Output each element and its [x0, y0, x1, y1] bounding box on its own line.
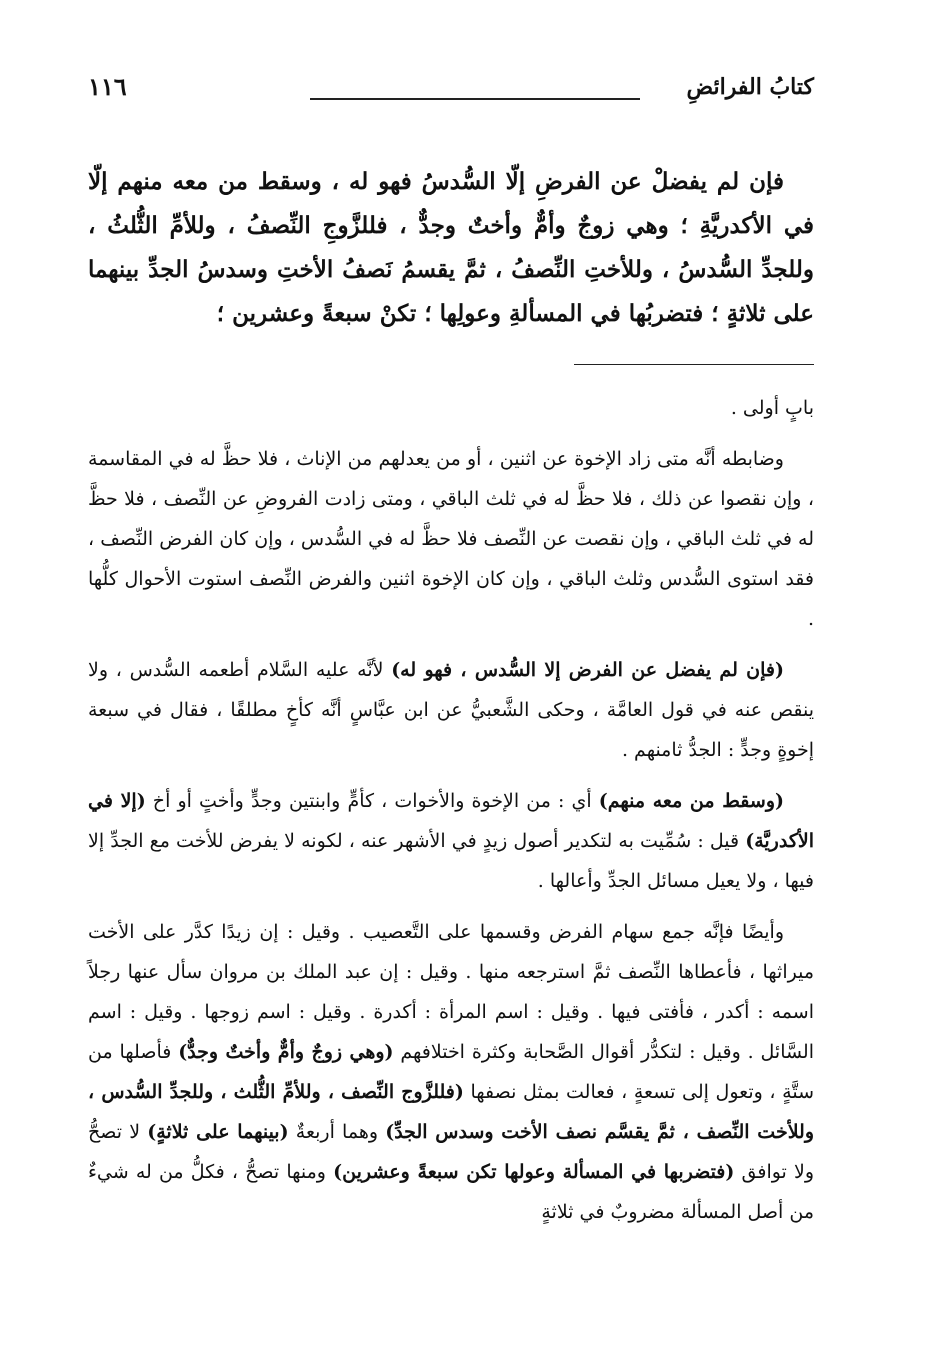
quoted-matn: (وسقط من معه منهم) — [598, 790, 784, 812]
quoted-matn: (فإن لم يفضل عن الفرض إلا السُّدس ، فهو له) — [391, 659, 784, 681]
matn-paragraph: فإن لم يفضلْ عن الفرضِ إلّا السُّدسُ فهو له ، وسقط من معه منهم إلّا في الأكدريَّةِ ؛ وهي زوجٌ وأمٌّ وأختٌ وجدٌّ ، فللزَّوجِ النِّصفُ ، وللأمِّ الثُّلثُ ، وللجدِّ السُّدسُ ، وللأختِ النِّصفُ ، ثمَّ يقسمُ نَصفُ الأختِ وسدسُ الجدِّ بينهما على ثلاثةٍ ؛ فتضربُها في المسألةِ وعولِها ؛ تكنْ سبعةً وعشرين ؛ — [88, 168, 814, 327]
header-rule — [310, 98, 640, 100]
commentary-text: فأصلها من ستَّةٍ ، وتعول إلى تسعةٍ ، فعالت بمثل نصفها — [88, 1041, 814, 1103]
footnote-separator — [574, 364, 814, 365]
quoted-matn: (إلا في الأكدريَّة) — [88, 790, 814, 852]
commentary-text: لأنَّه عليه السَّلام أطعمه السُّدس ، ولا ينقص عنه في قول العامَّة ، وحكى الشَّعبيُّ عن ابن عبَّاسٍ أنَّه كأخٍ مطلقًا ، فقال في سبعة إخوةٍ وجدٍّ : الجدُّ ثامنهم . — [88, 659, 814, 761]
commentary-paragraph-2: وضابطه أنَّه متى زاد الإخوة عن اثنين ، أو من يعدلهم من الإناث ، فلا حظَّ له في المقاسمة ، وإن نقصوا عن ذلك ، فلا حظَّ له في ثلث الباقي ، ومتى زادت الفروضِ عن النِّصف ، فلا حظَّ له في ثلث الباقي ، وإن نقصت عن النِّصف فلا حظَّ له في السُّدس ، وإن كان الفرض النِّصف ، فقد استوى السُّدس وثلث الباقي ، وإن كان الإخوة اثنين والفرض النِّصف استوت الأحوال كلُّها . — [88, 448, 814, 630]
commentary-paragraph-3 — [88, 650, 814, 770]
quoted-matn: (فللزَّوج النِّصف ، وللأمِّ الثُّلث ، وللجدِّ السُّدس ، وللأخت النِّصف ، ثمَّ يقسَّم نصف الأخت وسدس الجدِّ) — [88, 1081, 815, 1143]
page-header — [88, 72, 814, 112]
matn-text-block — [88, 160, 814, 336]
commentary-text: قيل : سُمِّيت به لتكدير أصول زيدٍ في الأشهر عنه ، لكونه لا يفرض للأخت مع الجدِّ إلا فيها ، ولا يعيل مسائل الجدِّ وأعالها . — [88, 830, 814, 892]
commentary-text: أي : من الإخوة والأخوات ، كأمٍّ وابنتين وجدٍّ وأختٍ أو أخ — [145, 790, 599, 812]
commentary-block — [88, 388, 814, 1243]
quoted-matn: (فتضربها في المسألة وعولها تكن سبعةً وعشرين) — [333, 1161, 735, 1183]
book-title: كتابُ الفرائضِ — [686, 74, 814, 100]
commentary-paragraph-1: بابٍ أولى . — [730, 397, 814, 419]
quoted-matn: (وهي زوجٌ وأمٌّ وأختٌ وجدٌّ) — [178, 1041, 394, 1063]
commentary-text: وهما أربعةٌ — [288, 1121, 386, 1143]
commentary-text: لا تصحُّ ولا توافق — [88, 1121, 814, 1183]
commentary-paragraph-5 — [88, 912, 814, 1232]
quoted-matn: (بينهما على ثلاثةٍ) — [147, 1121, 289, 1143]
commentary-text: ومنها تصحُّ ، فكلُّ من له شيءٌ من أصل المسألة مضروبٌ في ثلاثةٍ — [88, 1161, 814, 1223]
commentary-paragraph-4 — [88, 781, 814, 901]
commentary-text: وأيضًا فإنَّه جمع سهام الفرض وقسمها على التَّعصيب . وقيل : إن زيدًا كدَّر على الأخت ميراثها ، فأعطاها النِّصف ثمَّ استرجعه منها . وقيل : إن عبد الملك بن مروان سأل عنها رجلاً اسمه : أكدر ، فأفتى فيها . وقيل : اسم المرأة : أكدرة . وقيل : اسم زوجها . وقيل : اسم السَّائل . وقيل : لتكدُّر أقوال الصَّحابة وكثرة اختلافهم — [88, 921, 815, 1063]
page-number: ١١٦ — [88, 72, 127, 101]
